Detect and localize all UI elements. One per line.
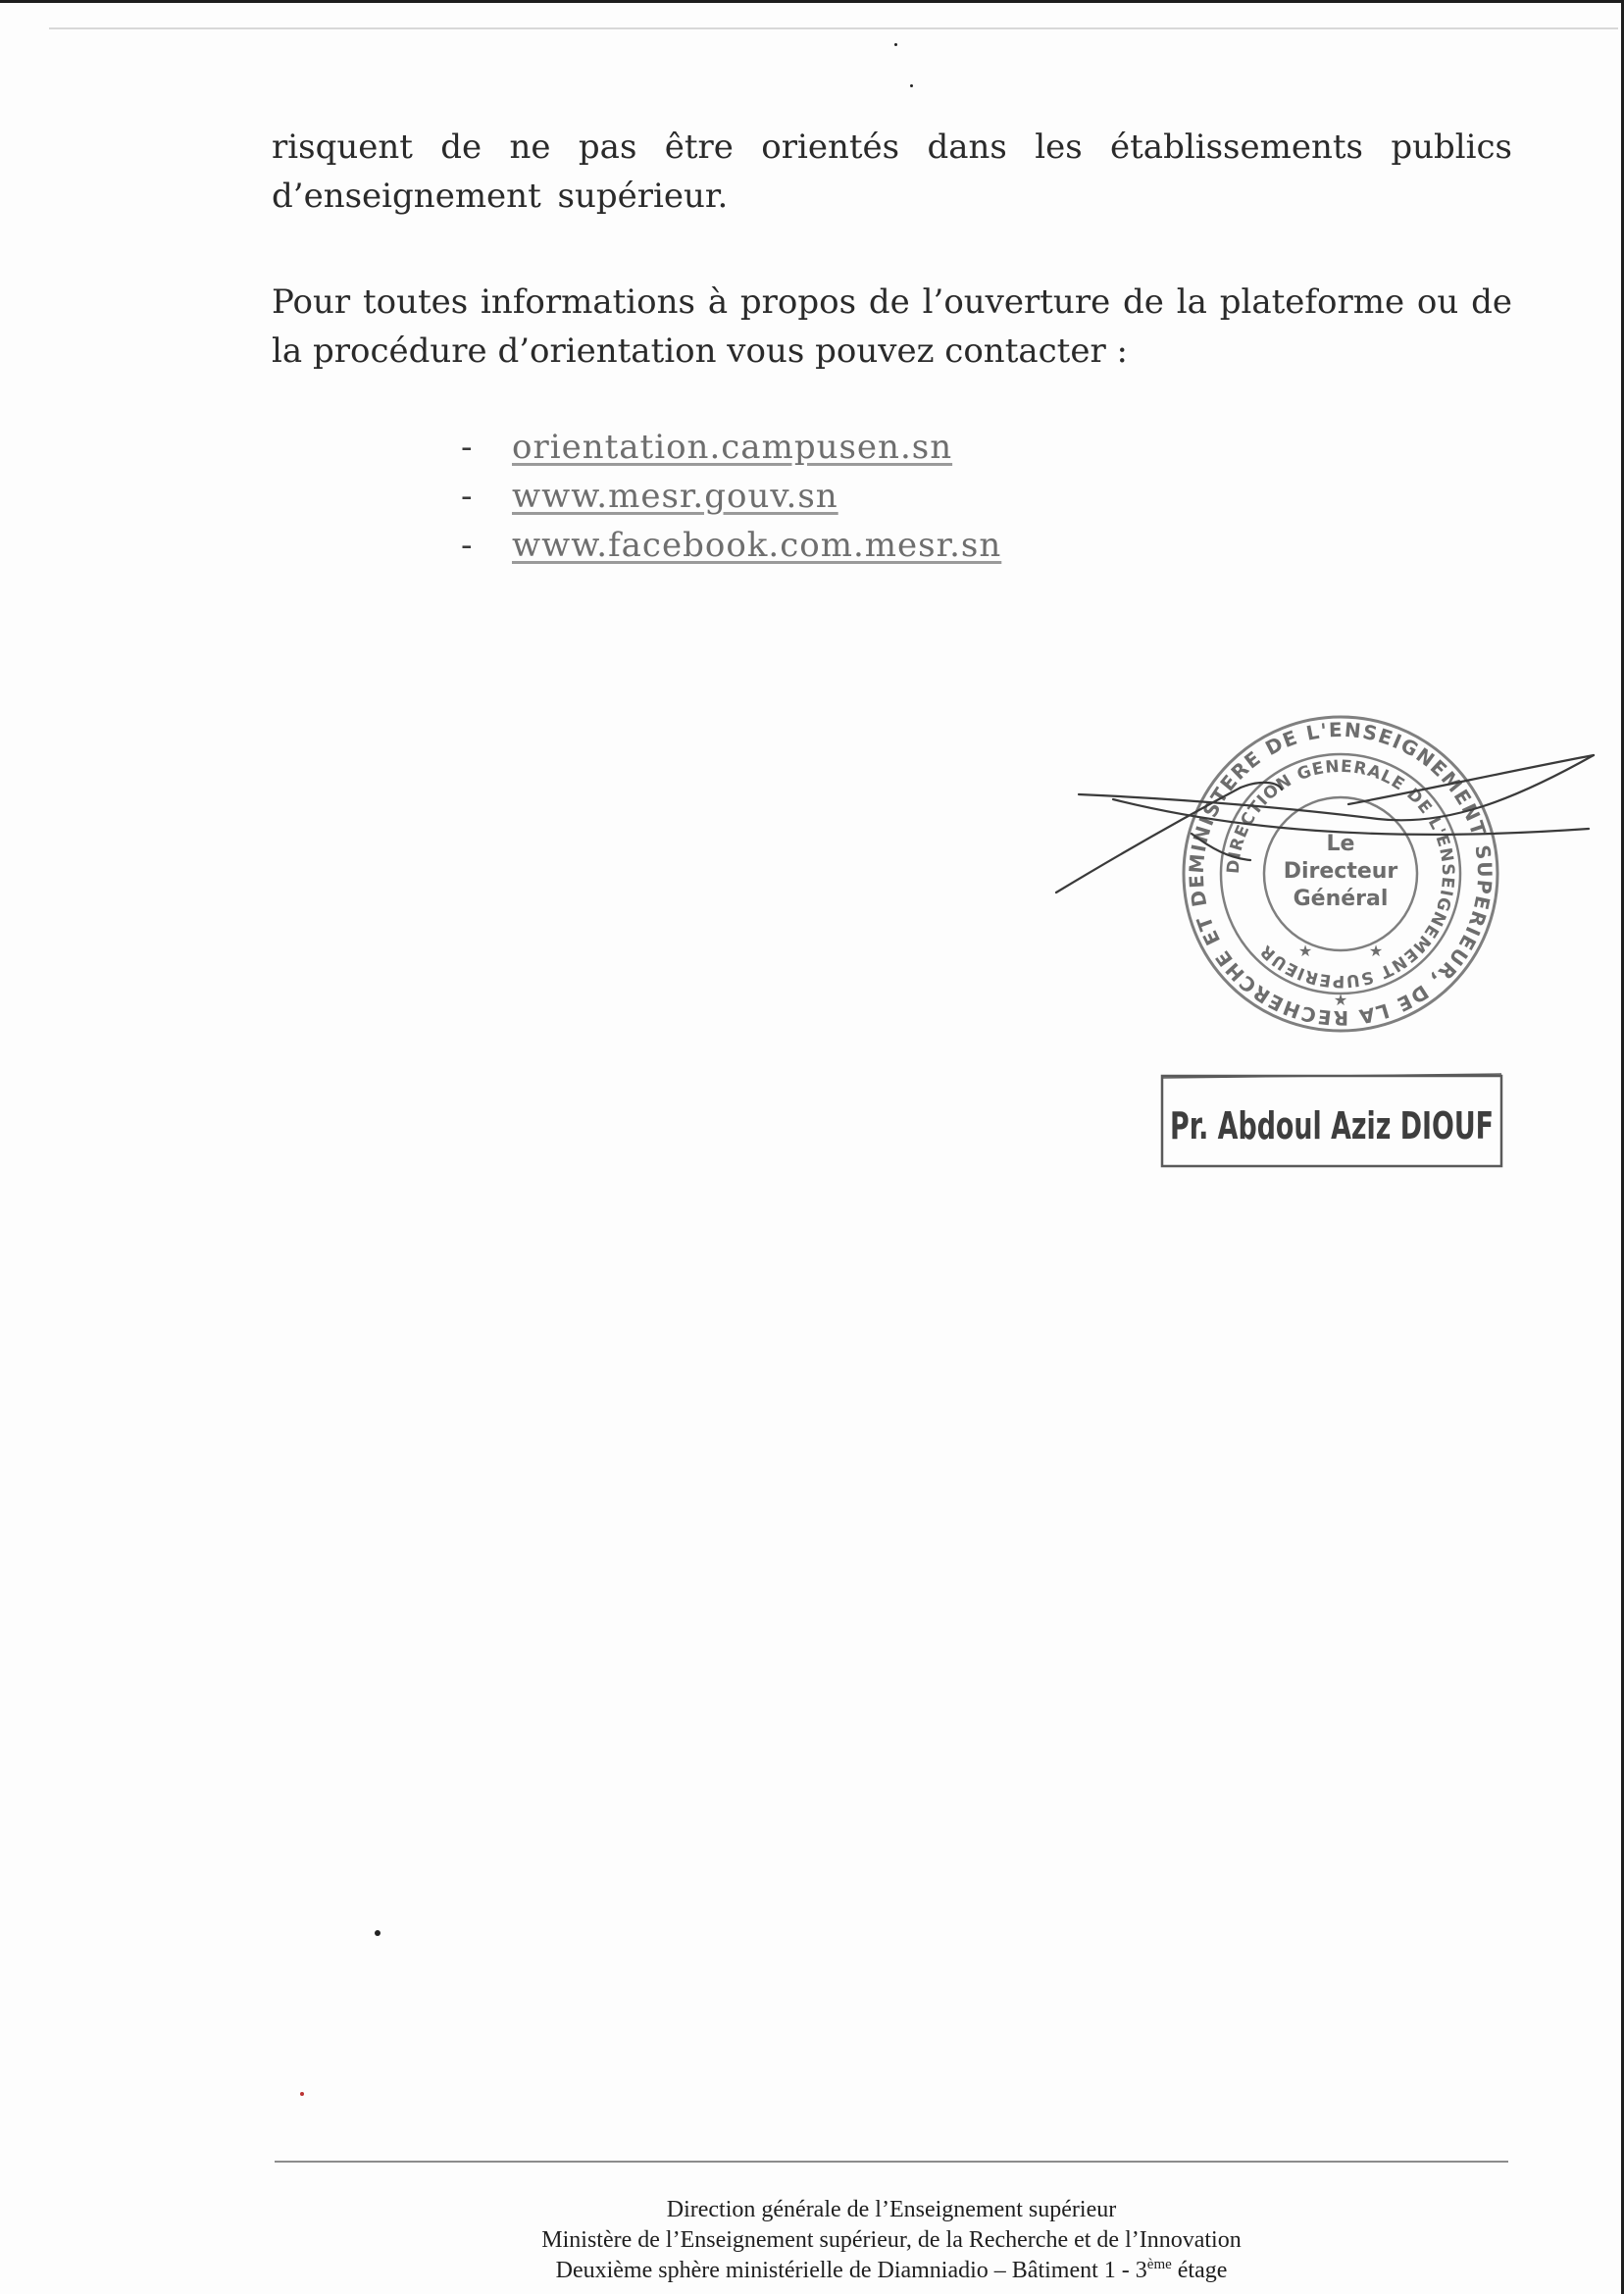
paragraph-line: risquent de ne pas être orientés dans les établissements publics [272,127,1512,167]
contact-item [461,472,1001,521]
scan-line [49,27,1618,29]
svg-text:★: ★ [1333,991,1348,1009]
seal-center-line: Général [1293,887,1389,911]
footer-line: Direction générale de l’Enseignement supérieur [666,2197,1117,2222]
seal-center-line: Directeur [1283,859,1398,884]
contact-list [461,423,1001,570]
contact-item [461,423,1001,472]
contact-link-facebook[interactable]: www.facebook.com.mesr.sn [512,526,1002,565]
paragraph-line: d’enseignement supérieur. [272,177,729,216]
seal-inner-text: DIRECTION GENERALE DE L'ENSEIGNEMENT SUPERIEUR [1223,756,1458,992]
list-dash: - [461,477,473,516]
scan-speck [300,2092,304,2096]
list-dash: - [461,428,473,467]
svg-text:MINISTERE DE L'ENSEIGNEMENT SU [1054,711,1497,1030]
scan-speck [375,1930,381,1936]
seal-icon [1054,711,1603,1045]
svg-text:★: ★ [1297,942,1313,960]
paragraph-line: Pour toutes informations à propos de l’ouverture de la plateforme ou de [272,282,1512,322]
footer-line-address: Deuxième sphère ministérielle de Diamniadio – Bâtiment 1 - 3ème étage [555,2257,1228,2283]
paragraph-line: la procédure d’orientation vous pouvez contacter : [272,331,1128,371]
signatory-name: Pr. Abdoul Aziz DIOUF [1170,1104,1494,1147]
contact-link-mesr[interactable]: www.mesr.gouv.sn [512,477,838,516]
official-seal [1054,711,1603,1045]
footer-divider [275,2161,1508,2163]
seal-center-line: Le [1326,832,1355,856]
list-dash: - [461,526,473,565]
seal-outer-text: MINISTERE DE L'ENSEIGNEMENT SUPERIEUR, DE LA RECHERCHE ET DE [1184,717,1497,1031]
scan-edge-top [0,0,1624,3]
contact-item [461,521,1001,570]
scan-speck [910,84,913,87]
signatory-name-stamp [1159,1072,1504,1170]
contact-link-orientation[interactable]: orientation.campusen.sn [512,428,953,467]
paragraph-contact-intro [272,278,1512,376]
scan-speck [894,43,897,46]
footer-line: Ministère de l’Enseignement supérieur, de la Recherche et de l’Innovation [541,2227,1242,2253]
page-footer [275,2195,1508,2286]
svg-text:★: ★ [1368,942,1384,960]
paragraph-orientation-warning [272,123,1512,221]
